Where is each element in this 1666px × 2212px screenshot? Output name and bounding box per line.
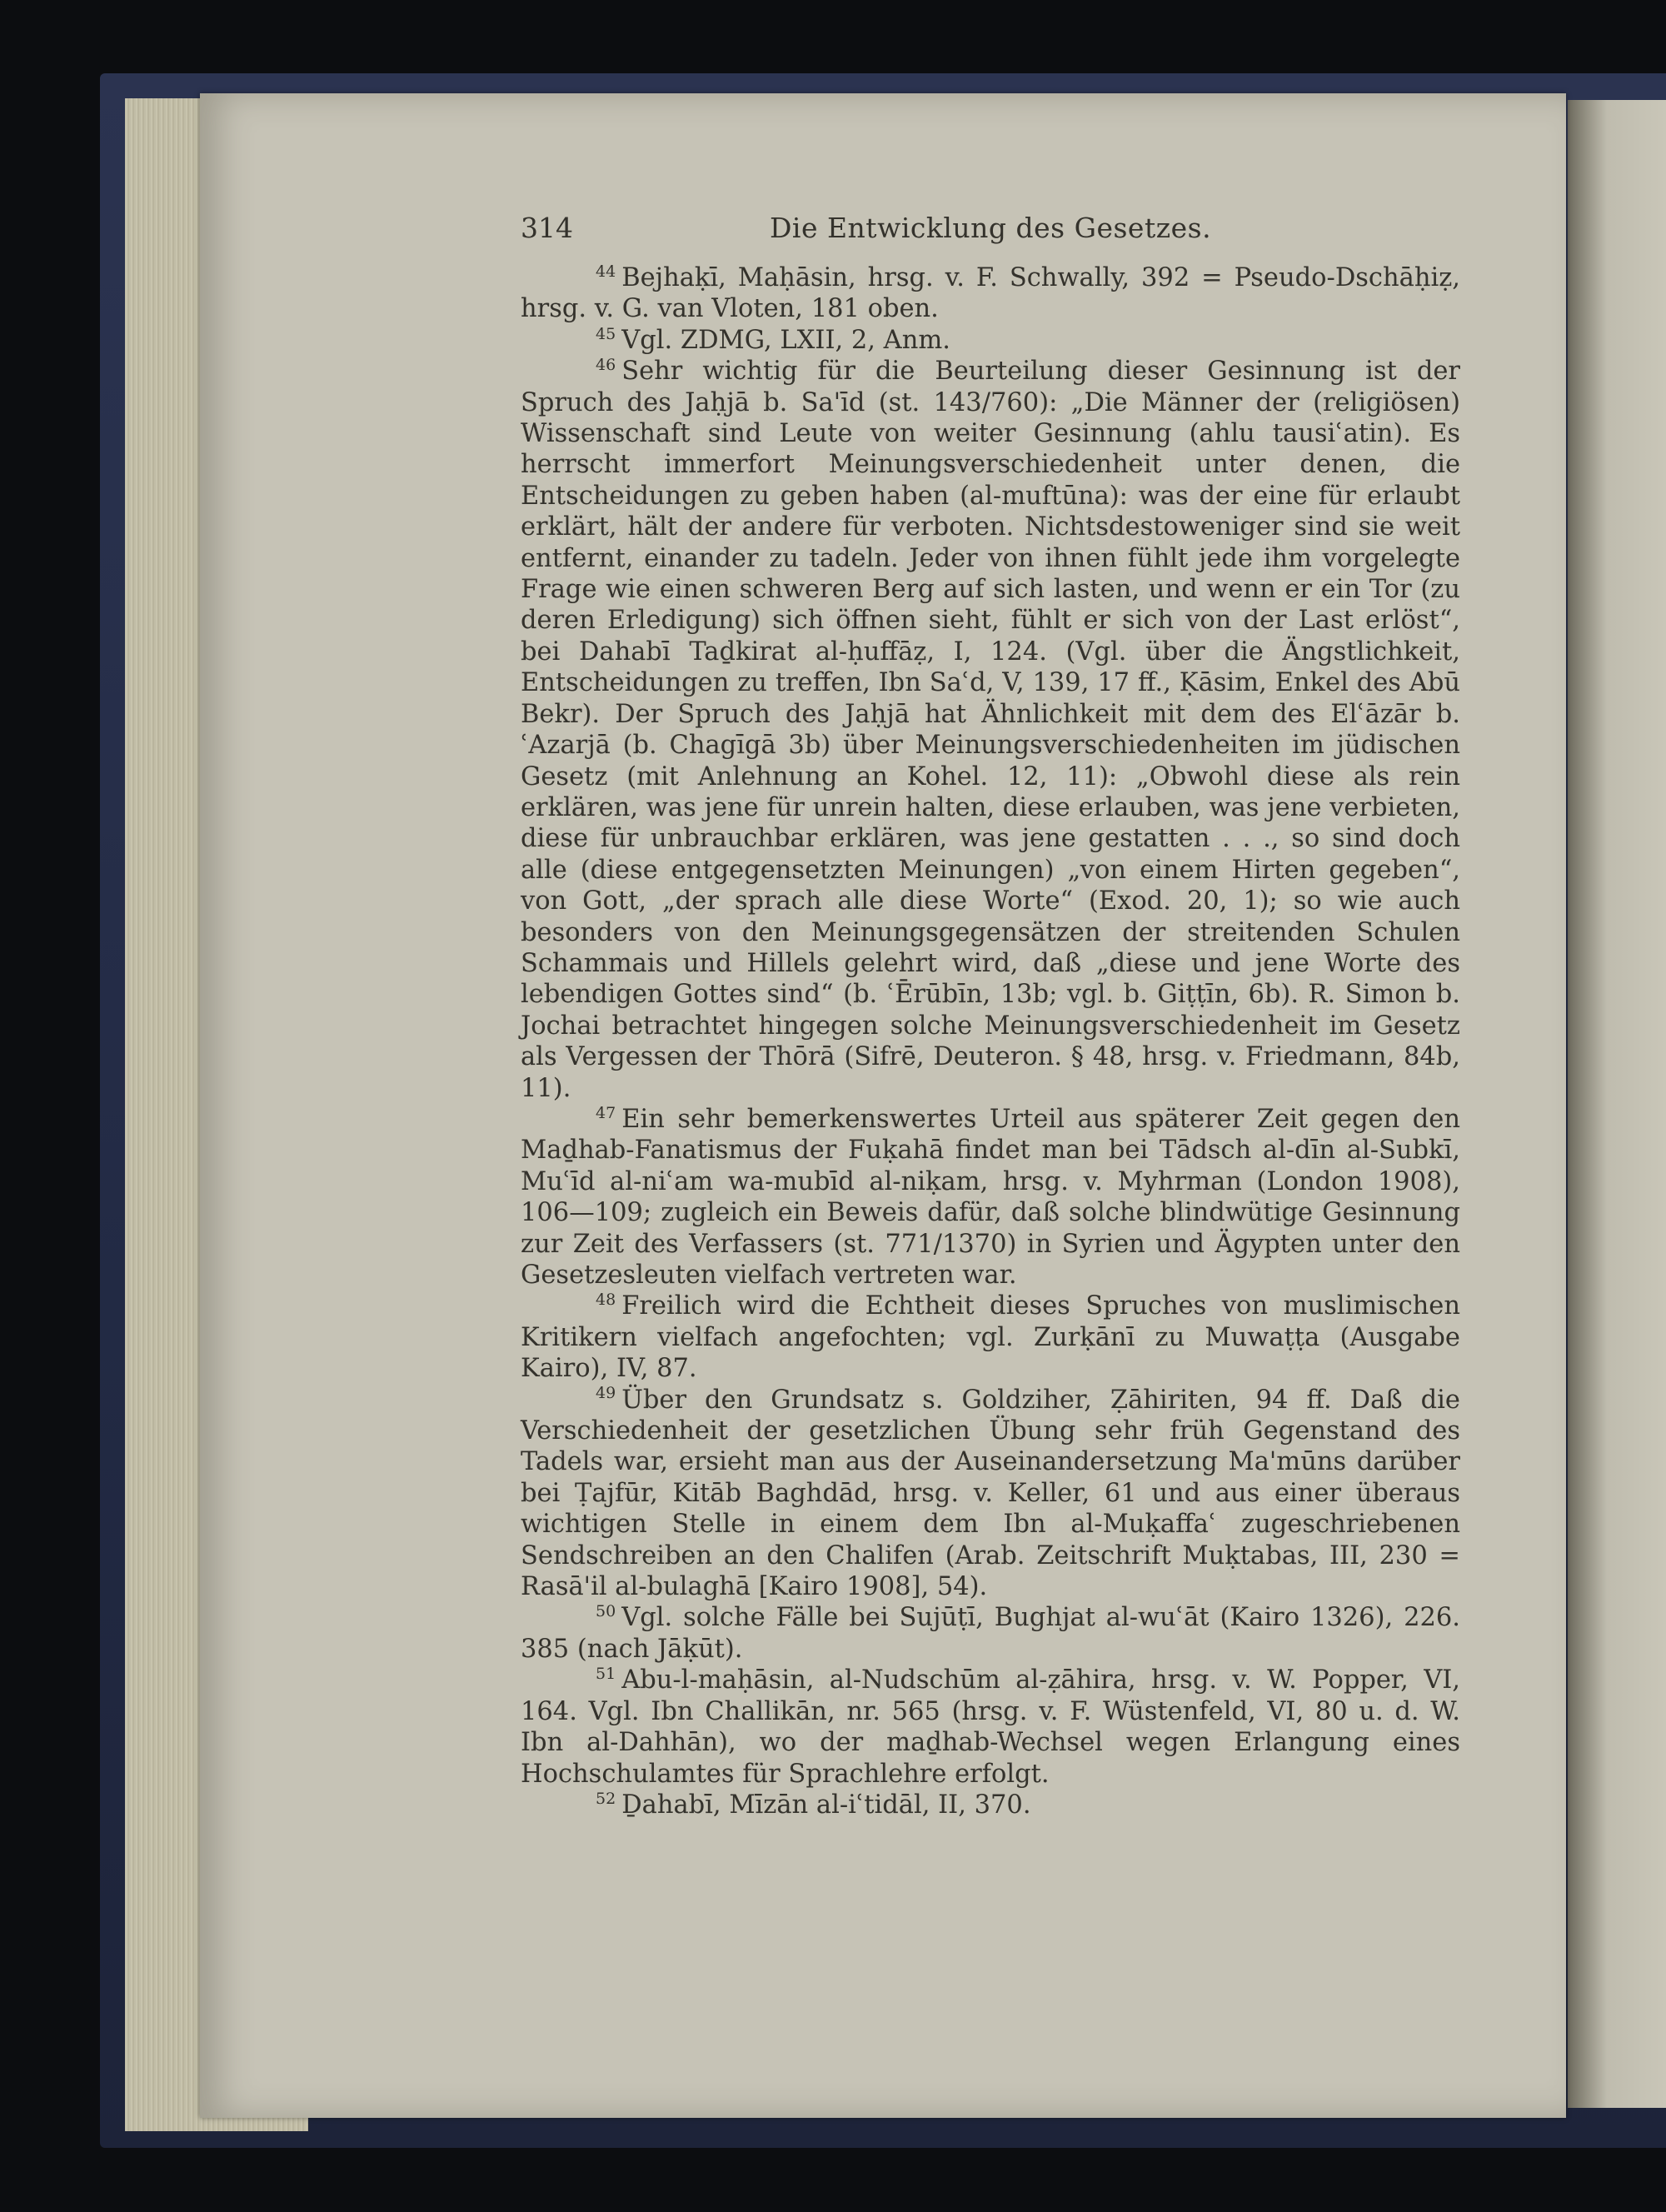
footnote-number: 47 [596, 1103, 616, 1122]
page-text [521, 212, 1460, 1820]
footnote-text: Vgl. ZDMG, LXII, 2, Anm. [621, 325, 950, 355]
footnote-number: 52 [596, 1789, 616, 1808]
footnote-number: 48 [596, 1291, 616, 1310]
footnote-text: Über den Grundsatz s. Goldziher, Ẓāhiriten, 94 ff. Daß die Verschiedenheit der gesetzlichen Übung sehr früh Gegenstand des Tadels war, ersieht man aus der Auseinandersetzung Ma'mūns darüber bei Ṭajfūr, Kitāb Baghdād, hrsg. v. Keller, 61 und aus einer überaus wichtigen Stelle in einem dem Ibn al-Muḳaffaʿ zugeschriebenen Sendschreiben an den Chalifen (Arab. Zeitschrift Muḳtabas, III, 230 = Rasā'il al-bulaghā [Kairo 1908], 54). [521, 1385, 1460, 1602]
footnote-text: Vgl. solche Fälle bei Sujūṭī, Bughjat al-wuʿāt (Kairo 1326), 226. 385 (nach Jāḳūt). [521, 1603, 1460, 1664]
footnote-number: 49 [596, 1384, 616, 1403]
footnote-number: 44 [596, 262, 616, 281]
footnote-48 [521, 1291, 1460, 1384]
footnote-47 [521, 1104, 1460, 1291]
footnote-44 [521, 262, 1460, 325]
footnote-number: 51 [596, 1665, 616, 1684]
footnote-45 [521, 325, 1460, 356]
footnote-50 [521, 1602, 1460, 1665]
footnote-text: Abu-l-maḥāsin, al-Nudschūm al-ẓāhira, hrsg. v. W. Popper, VI, 164. Vgl. Ibn Challikān, nr. 565 (hrsg. v. F. Wüstenfeld, VI, 80 u. d. W. Ibn al-Dahhān), wo der maḏhab-Wechsel wegen Erlangung eines Hochschulamtes für Sprachlehre erfolgt. [521, 1665, 1460, 1789]
facing-page-edge [1568, 100, 1666, 2108]
footnote-text: Sehr wichtig für die Beurteilung dieser Gesinnung ist der Spruch des Jaḥjā b. Sa'īd (st. 143/760): „Die Männer der (religiösen) Wissenschaft sind Leute von weiter Gesinnung (ahlu tausiʿatin). Es herrscht immerfort Meinungsverschiedenheit unter denen, die Entscheidungen zu geben haben (al-muftūna): was der eine für erlaubt erklärt, hält der andere für verboten. Nichtsdestoweniger sind sie weit entfernt, einander zu tadeln. Jeder von ihnen fühlt jede ihm vorgelegte Frage wie einen schweren Berg auf sich lasten, und wenn er ein Tor (zu deren Erledigung) sich öffnen sieht, fühlt er sich von der Last erlöst“, bei Dahabī Taḏkirat al-ḥuffāẓ, I, 124. (Vgl. über die Ängstlichkeit, Entscheidungen zu treffen, Ibn Saʿd, V, 139, 17 ff., Ḳāsim, Enkel des Abū Bekr). Der Spruch des Jaḥjā hat Ähnlichkeit mit dem des Elʿāzār b. ʿAzarjā (b. Chagīgā 3b) über Meinungsverschiedenheiten im jüdischen Gesetz (mit Anlehnung an Kohel. 12, 11): „Obwohl diese als rein erklären, was jene für unrein halten, diese erlauben, was jene verbieten, diese für unbrauchbar erklären, was jene gestatten . . ., so sind doch alle (diese entgegensetzten Meinungen) „von einem Hirten gegeben“, von Gott, „der sprach alle diese Worte“ (Exod. 20, 1); so wie auch besonders von den Meinungsgegensätzen der streitenden Schulen Schammais und Hillels gelehrt wird, daß „diese und jene Worte des lebendigen Gottes sind“ (b. ʿĒrūbīn, 13b; vgl. b. Giṭṭīn, 6b). R. Simon b. Jochai betrachtet hingegen solche Meinungsverschiedenheit im Gesetz als Vergessen der Thōrā (Sifrē, Deuteron. § 48, hrsg. v. Friedmann, 84b, 11). [521, 357, 1460, 1103]
footnote-number: 45 [596, 324, 616, 343]
footnote-52 [521, 1790, 1460, 1820]
footnote-46 [521, 356, 1460, 1104]
footnote-51 [521, 1665, 1460, 1790]
footnote-text: Bejhaḳī, Maḥāsin, hrsg. v. F. Schwally, 392 = Pseudo-Dschāḥiẓ, hrsg. v. G. van Vloten, 181 oben. [521, 263, 1460, 324]
page-number: 314 [521, 212, 573, 244]
footnote-number: 50 [596, 1602, 616, 1621]
page-header [521, 212, 1460, 257]
footnote-text: Ein sehr bemerkenswertes Urteil aus späterer Zeit gegen den Maḏhab-Fanatismus der Fuḳahā findet man bei Tādsch al-dīn al-Subkī, Muʿīd al-niʿam wa-mubīd al-niḳam, hrsg. v. Myhrman (London 1908), 106—109; zugleich ein Beweis dafür, daß solche blindwütige Gesinnung zur Zeit des Verfassers (st. 771/1370) in Syrien und Ägypten unter den Gesetzesleuten vielfach vertreten war. [521, 1104, 1460, 1290]
footnote-number: 46 [596, 356, 616, 375]
running-title: Die Entwicklung des Gesetzes. [769, 212, 1212, 244]
footnote-text: Ḏahabī, Mīzān al-iʿtidāl, II, 370. [621, 1790, 1031, 1820]
footnote-text: Freilich wird die Echtheit dieses Spruches von muslimischen Kritikern vielfach angefochten; vgl. Zurḳānī zu Muwaṭṭa (Ausgabe Kairo), IV, 87. [521, 1291, 1460, 1384]
footnote-49 [521, 1385, 1460, 1603]
